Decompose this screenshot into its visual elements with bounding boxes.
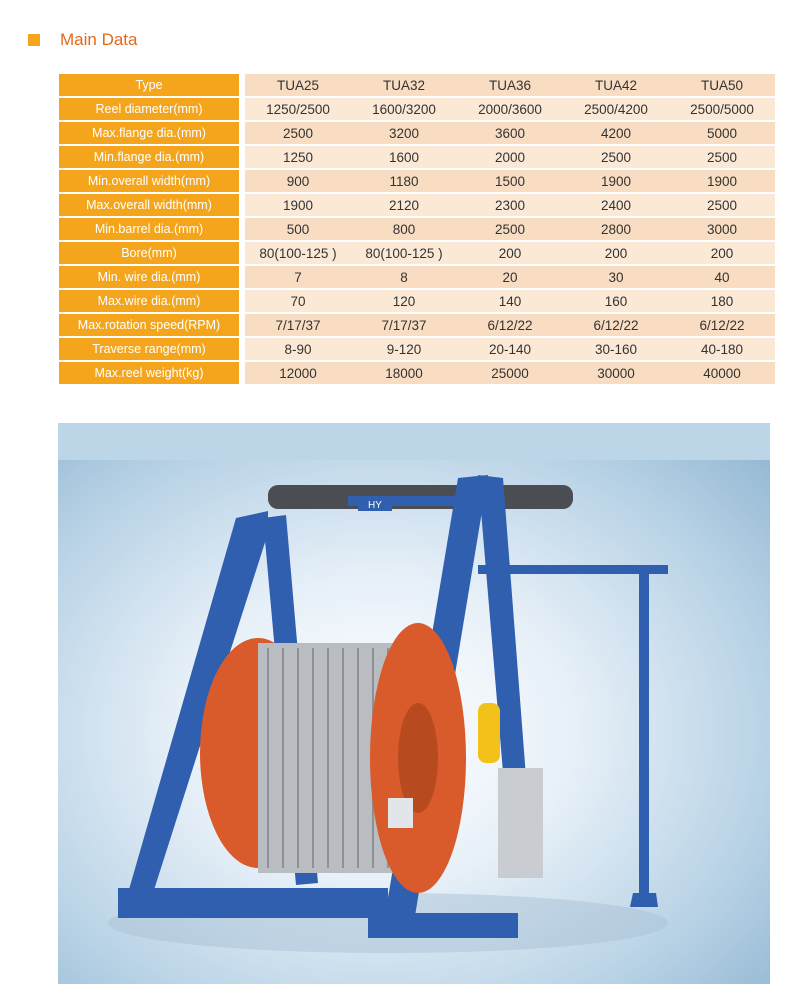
table-row: [59, 146, 775, 168]
table-cell: 140: [457, 290, 563, 312]
table-cell: 2300: [457, 194, 563, 216]
section-title: Main Data: [60, 30, 138, 49]
table-cell: 800: [351, 218, 457, 240]
table-cell: 200: [457, 242, 563, 264]
row-label: Reel diameter(mm): [59, 98, 245, 120]
row-label: Max.flange dia.(mm): [59, 122, 245, 144]
table-cell: 2500: [457, 218, 563, 240]
table-cell: 2500/4200: [563, 98, 669, 120]
table-header-row: [59, 74, 775, 96]
machine-photo: [58, 423, 770, 984]
table-cell: 3000: [669, 218, 775, 240]
table-cell: 900: [245, 170, 351, 192]
table-cell: TUA36: [457, 74, 563, 96]
table-cell: 2500: [669, 146, 775, 168]
reel-machine-illustration: [58, 423, 770, 984]
table-cell: 1250: [245, 146, 351, 168]
table-cell: 40: [669, 266, 775, 288]
table-cell: 2400: [563, 194, 669, 216]
specs-table: [59, 72, 775, 386]
table-cell: 2000: [457, 146, 563, 168]
table-cell: TUA50: [669, 74, 775, 96]
table-cell: 80(100-125 ): [351, 242, 457, 264]
table-cell: 7/17/37: [351, 314, 457, 336]
table-cell: 3200: [351, 122, 457, 144]
row-label: Max.overall width(mm): [59, 194, 245, 216]
table-row: [59, 170, 775, 192]
brand-logo: HY: [368, 500, 382, 511]
table-cell: 1500: [457, 170, 563, 192]
table-cell: 2500: [669, 194, 775, 216]
table-cell: 6/12/22: [457, 314, 563, 336]
row-label: Type: [59, 74, 245, 96]
row-label: Max.reel weight(kg): [59, 362, 245, 384]
table-cell: 20-140: [457, 338, 563, 360]
table-cell: 1900: [245, 194, 351, 216]
table-cell: TUA42: [563, 74, 669, 96]
table-cell: 160: [563, 290, 669, 312]
table-cell: 500: [245, 218, 351, 240]
row-label: Traverse range(mm): [59, 338, 245, 360]
row-label: Min.flange dia.(mm): [59, 146, 245, 168]
table-row: [59, 218, 775, 240]
table-cell: 1250/2500: [245, 98, 351, 120]
table-cell: 40000: [669, 362, 775, 384]
row-label: Bore(mm): [59, 242, 245, 264]
table-cell: 2800: [563, 218, 669, 240]
table-cell: 70: [245, 290, 351, 312]
table-row: [59, 242, 775, 264]
table-cell: 2500: [245, 122, 351, 144]
table-cell: 18000: [351, 362, 457, 384]
table-cell: 1900: [563, 170, 669, 192]
row-label: Max.rotation speed(RPM): [59, 314, 245, 336]
table-cell: 25000: [457, 362, 563, 384]
table-cell: 200: [669, 242, 775, 264]
table-cell: 7: [245, 266, 351, 288]
table-cell: 2500/5000: [669, 98, 775, 120]
table-row: [59, 194, 775, 216]
table-cell: 2120: [351, 194, 457, 216]
table-cell: 9-120: [351, 338, 457, 360]
row-label: Max.wire dia.(mm): [59, 290, 245, 312]
table-cell: 8: [351, 266, 457, 288]
table-cell: 30000: [563, 362, 669, 384]
table-cell: 1180: [351, 170, 457, 192]
table-cell: 20: [457, 266, 563, 288]
table-cell: 3600: [457, 122, 563, 144]
row-label: Min.overall width(mm): [59, 170, 245, 192]
table-row: [59, 338, 775, 360]
table-cell: 6/12/22: [563, 314, 669, 336]
table-cell: 180: [669, 290, 775, 312]
row-label: Min. wire dia.(mm): [59, 266, 245, 288]
table-cell: 5000: [669, 122, 775, 144]
table-cell: 1600/3200: [351, 98, 457, 120]
table-cell: 30: [563, 266, 669, 288]
table-row: [59, 362, 775, 384]
table-cell: 12000: [245, 362, 351, 384]
table-cell: TUA32: [351, 74, 457, 96]
table-cell: 30-160: [563, 338, 669, 360]
table-cell: 80(100-125 ): [245, 242, 351, 264]
table-row: [59, 98, 775, 120]
section-header: [28, 30, 137, 50]
table-cell: 1600: [351, 146, 457, 168]
table-row: [59, 314, 775, 336]
table-cell: 120: [351, 290, 457, 312]
table-row: [59, 122, 775, 144]
orange-square-icon: [28, 34, 40, 46]
table-cell: 8-90: [245, 338, 351, 360]
table-cell: 2000/3600: [457, 98, 563, 120]
table-cell: TUA25: [245, 74, 351, 96]
table-cell: 1900: [669, 170, 775, 192]
table-cell: 40-180: [669, 338, 775, 360]
row-label: Min.barrel dia.(mm): [59, 218, 245, 240]
table-cell: 200: [563, 242, 669, 264]
table-cell: 7/17/37: [245, 314, 351, 336]
table-cell: 4200: [563, 122, 669, 144]
table-row: [59, 266, 775, 288]
table-cell: 2500: [563, 146, 669, 168]
table-cell: 6/12/22: [669, 314, 775, 336]
table-row: [59, 290, 775, 312]
